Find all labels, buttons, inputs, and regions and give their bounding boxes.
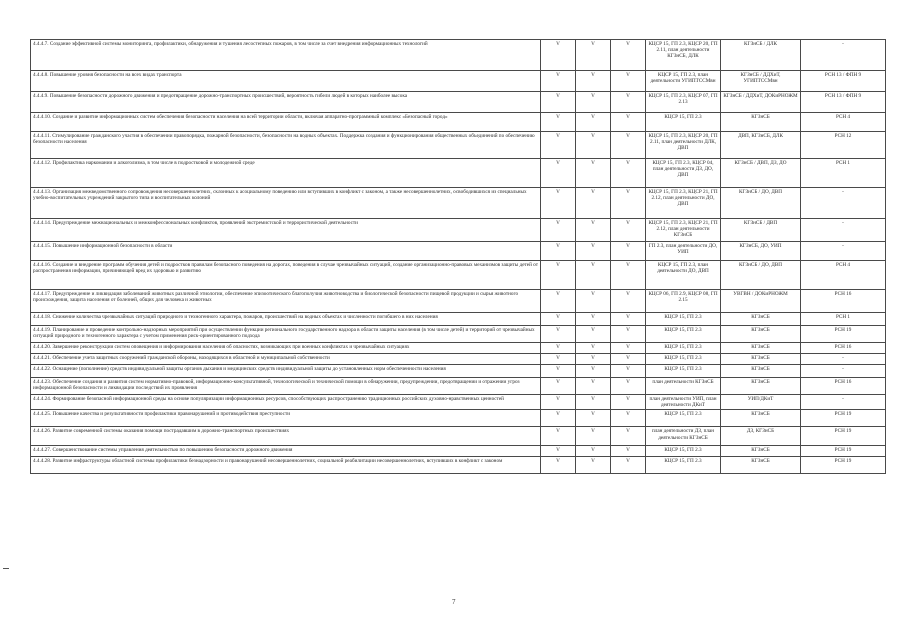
stage-1-mark: V bbox=[541, 365, 576, 378]
table-row bbox=[31, 354, 886, 365]
stage-2-mark: V bbox=[576, 71, 611, 92]
measure-text: 4.4.4.18. Снижение количества чрезвычайных ситуаций природного и техногенного характера, пожаров, происшествий на водных объектах и численности погибшего в них населения bbox=[31, 313, 541, 326]
stage-1-mark: V bbox=[541, 71, 576, 92]
stage-3-mark: V bbox=[611, 326, 646, 343]
measure-text: 4.4.4.19. Планирование и проведение контрольно-надзорных мероприятий при осуществлении функции регионального государственного надзора в области защиты населения (в том числе детей) и территорий от чрезвычайных ситуаций природного и техногенного характера с учетом применения риск-ориентированного подхода bbox=[31, 326, 541, 343]
indicator-link: РСН 12 bbox=[801, 132, 886, 159]
stage-1-mark: V bbox=[541, 446, 576, 457]
stage-2-mark: V bbox=[576, 92, 611, 113]
source-ref: ГП 2.3, план деятельности ДО, УИП bbox=[646, 242, 721, 261]
table-row bbox=[31, 313, 886, 326]
stage-3-mark: V bbox=[611, 410, 646, 427]
stage-3-mark: V bbox=[611, 242, 646, 261]
indicator-link: РСН 19 bbox=[801, 446, 886, 457]
stage-3-mark: V bbox=[611, 365, 646, 378]
source-ref: план деятельности ДЗ, план деятельности КГЗнСБ bbox=[646, 427, 721, 446]
source-ref: КЦСР 06, ГП 2.9, КЦСР 08, ГП 2.15 bbox=[646, 290, 721, 313]
source-ref: КЦСР 15, ГП 2.3, КЦСР 21, ГП 2.12, план деятельности ДО, ДВП bbox=[646, 188, 721, 219]
stage-3-mark: V bbox=[611, 71, 646, 92]
executor: КГЗнСБ bbox=[721, 378, 801, 395]
indicator-link: РСН 4 bbox=[801, 113, 886, 132]
source-ref: КЦСР 15, ГП 2.3 bbox=[646, 313, 721, 326]
stage-2-mark: V bbox=[576, 132, 611, 159]
source-ref: план деятельности УИП, план деятельности ДКиТ bbox=[646, 395, 721, 410]
table-row bbox=[31, 326, 886, 343]
stage-3-mark: V bbox=[611, 343, 646, 354]
source-ref: КЦСР 15, ГП 2.3, КЦСР 21, ГП 2.12, план деятельности КГЗнСБ bbox=[646, 219, 721, 242]
indicator-link: РСН 1 bbox=[801, 313, 886, 326]
table-row bbox=[31, 290, 886, 313]
stage-2-mark: V bbox=[576, 290, 611, 313]
source-ref: КЦСР 15, ГП 2.3 bbox=[646, 326, 721, 343]
stage-3-mark: V bbox=[611, 159, 646, 188]
executor: КГЗнСБ bbox=[721, 113, 801, 132]
stage-1-mark: V bbox=[541, 242, 576, 261]
measure-text: 4.4.4.15. Повышение информационной безопасности в области bbox=[31, 242, 541, 261]
stage-2-mark: V bbox=[576, 427, 611, 446]
table-row bbox=[31, 92, 886, 113]
source-ref: КЦСР 15, ГП 2.3 bbox=[646, 354, 721, 365]
stage-3-mark: V bbox=[611, 446, 646, 457]
stage-3-mark: V bbox=[611, 457, 646, 474]
executor: КГЗнСБ, ДО, УИП bbox=[721, 242, 801, 261]
measure-text: 4.4.4.25. Повышение качества и результативности профилактики правонарушений и противодействия преступности bbox=[31, 410, 541, 427]
stage-2-mark: V bbox=[576, 378, 611, 395]
stage-2-mark: V bbox=[576, 354, 611, 365]
source-ref: КЦСР 15, ГП 2.3 bbox=[646, 446, 721, 457]
stage-3-mark: V bbox=[611, 40, 646, 71]
table-row bbox=[31, 395, 886, 410]
indicator-link: - bbox=[801, 242, 886, 261]
page-number: 7 bbox=[452, 598, 456, 606]
stage-3-mark: V bbox=[611, 219, 646, 242]
stage-2-mark: V bbox=[576, 113, 611, 132]
stage-1-mark: V bbox=[541, 457, 576, 474]
measure-text: 4.4.4.16. Создание и внедрение программ обучения детей и подростков правилам безопасного поведения на дорогах, поведения в случае чрезвычайных ситуаций, создание организационно-правовых механизмов защиты детей от распространения информации, причиняющей вред их здоровью и развитию bbox=[31, 261, 541, 290]
measure-text: 4.4.4.20. Завершение реконструкции систем оповещения и информирования населения об опасностях, возникающих при военных конфликтах и чрезвычайных ситуациях bbox=[31, 343, 541, 354]
stage-2-mark: V bbox=[576, 410, 611, 427]
table-row bbox=[31, 261, 886, 290]
source-ref: КЦСР 15, ГП 2.3 bbox=[646, 410, 721, 427]
source-ref: КЦСР 15, ГП 2.3 bbox=[646, 113, 721, 132]
stage-1-mark: V bbox=[541, 313, 576, 326]
stage-2-mark: V bbox=[576, 343, 611, 354]
measure-text: 4.4.4.8. Повышение уровня безопасности на всех видах транспорта bbox=[31, 71, 541, 92]
indicator-link: РСН 1 bbox=[801, 159, 886, 188]
table-row bbox=[31, 427, 886, 446]
executor: КГЗнСБ bbox=[721, 365, 801, 378]
stage-3-mark: V bbox=[611, 290, 646, 313]
executor: ДВП, КГЗнСБ, ДЛК bbox=[721, 132, 801, 159]
stage-1-mark: V bbox=[541, 188, 576, 219]
stage-3-mark: V bbox=[611, 261, 646, 290]
stage-2-mark: V bbox=[576, 326, 611, 343]
measure-text: 4.4.4.24. Формирование безопасной информационной среды на основе популяризации информационных ресурсов, способствующих распространению традиционных российских духовно-нравственных ценностей bbox=[31, 395, 541, 410]
stage-3-mark: V bbox=[611, 427, 646, 446]
executor: ДЗ, КГЗнСБ bbox=[721, 427, 801, 446]
table-row bbox=[31, 365, 886, 378]
stage-2-mark: V bbox=[576, 365, 611, 378]
source-ref: КЦСР 15, ГП 2.3 bbox=[646, 343, 721, 354]
measure-text: 4.4.4.17. Предупреждение и ликвидация заболеваний животных различной этиологии, обеспечение эпизоотического благополучия животноводства и биологической безопасности пищевой продукции и сырья животного происхождения, защита населения от болезней, общих для человека и животных bbox=[31, 290, 541, 313]
indicator-link: РСН 13 / ФПН 9 bbox=[801, 92, 886, 113]
stage-1-mark: V bbox=[541, 219, 576, 242]
stage-2-mark: V bbox=[576, 159, 611, 188]
measure-text: 4.4.4.21. Обеспечение учета защитных сооружений гражданской обороны, находящихся в областной и муниципальной собственности bbox=[31, 354, 541, 365]
stage-1-mark: V bbox=[541, 113, 576, 132]
measure-text: 4.4.4.11. Стимулирование гражданского участия в обеспечении правопорядка, пожарной безопасности, безопасности на водных объектах. Поддержка создания и функционирования общественных объединений по обеспечению безопасности населения bbox=[31, 132, 541, 159]
executor: КГЗнСБ bbox=[721, 457, 801, 474]
stage-2-mark: V bbox=[576, 313, 611, 326]
executor: КГЗнСБ bbox=[721, 446, 801, 457]
indicator-link: - bbox=[801, 354, 886, 365]
indicator-link: РСН 19 bbox=[801, 326, 886, 343]
table-row bbox=[31, 219, 886, 242]
stage-2-mark: V bbox=[576, 219, 611, 242]
executor: УИП/ДКиТ bbox=[721, 395, 801, 410]
source-ref: КЦСР 15, ГП 2.3, КЦСР 20, ГП 2.11, план деятельности ДЛК, ДВП bbox=[646, 132, 721, 159]
table-row bbox=[31, 446, 886, 457]
table-row bbox=[31, 343, 886, 354]
stage-1-mark: V bbox=[541, 290, 576, 313]
executor: КГЗнСБ / ДДХиТ, ДОКиРНОЖМ bbox=[721, 92, 801, 113]
measure-text: 4.4.4.22. Оснащение (пополнение) средств индивидуальной защиты органов дыхания и медицинских средств индивидуальной защиты до установленных норм обеспеченности населения bbox=[31, 365, 541, 378]
measure-text: 4.4.4.14. Предупреждение межнациональных и межконфессиональных конфликтов, проявлений экстремистской и террористической деятельности bbox=[31, 219, 541, 242]
table-row bbox=[31, 410, 886, 427]
stage-2-mark: V bbox=[576, 242, 611, 261]
stage-2-mark: V bbox=[576, 395, 611, 410]
indicator-link: - bbox=[801, 219, 886, 242]
stage-1-mark: V bbox=[541, 132, 576, 159]
stage-2-mark: V bbox=[576, 40, 611, 71]
measure-text: 4.4.4.7. Создание эффективной системы мониторинга, профилактики, обнаружения и тушения лесостепных пожаров, в том числе за счет внедрения информационных технологий bbox=[31, 40, 541, 71]
table-row bbox=[31, 113, 886, 132]
stage-3-mark: V bbox=[611, 378, 646, 395]
stage-3-mark: V bbox=[611, 92, 646, 113]
measure-text: 4.4.4.27. Совершенствование системы управления деятельностью по повышению безопасности дорожного движения bbox=[31, 446, 541, 457]
measures-table bbox=[30, 39, 886, 474]
source-ref: КЦСР 15, ГП 2.3 bbox=[646, 365, 721, 378]
stage-2-mark: V bbox=[576, 457, 611, 474]
stage-3-mark: V bbox=[611, 313, 646, 326]
stage-1-mark: V bbox=[541, 395, 576, 410]
table-row bbox=[31, 457, 886, 474]
measure-text: 4.4.4.23. Обеспечение создания и развития систем нормативно-правовой, информационно-консультативной, технологической и технической помощи в обнаружении, предупреждении, предотвращении и отражении угроз информационной безопасности и ликвидации последствий их проявления bbox=[31, 378, 541, 395]
table-row bbox=[31, 188, 886, 219]
source-ref: КЦСР 15, ГП 2.3, КЦСР 04, план деятельности ДЗ, ДО, ДВП bbox=[646, 159, 721, 188]
executor: КГЗнСБ bbox=[721, 410, 801, 427]
stage-1-mark: V bbox=[541, 410, 576, 427]
indicator-link: - bbox=[801, 188, 886, 219]
stage-3-mark: V bbox=[611, 113, 646, 132]
stage-2-mark: V bbox=[576, 188, 611, 219]
measure-text: 4.4.4.28. Развитие инфраструктуры областной системы профилактики безнадзорности и правонарушений несовершеннолетних, социальной реабилитации несовершеннолетних, вступивших в конфликт с законом bbox=[31, 457, 541, 474]
executor: УВГВН / ДОКиРНОЖМ bbox=[721, 290, 801, 313]
stage-1-mark: V bbox=[541, 40, 576, 71]
indicator-link: РСН 13 / ФПН 9 bbox=[801, 71, 886, 92]
executor: КГЗнСБ / ДО, ДВП bbox=[721, 261, 801, 290]
table-row bbox=[31, 242, 886, 261]
stage-1-mark: V bbox=[541, 159, 576, 188]
stage-1-mark: V bbox=[541, 354, 576, 365]
stage-1-mark: V bbox=[541, 326, 576, 343]
indicator-link: - bbox=[801, 40, 886, 71]
stage-1-mark: V bbox=[541, 378, 576, 395]
stage-1-mark: V bbox=[541, 92, 576, 113]
measure-text: 4.4.4.9. Повышение безопасности дорожного движения и предотвращение дорожно-транспортных происшествий, вероятность гибели людей в которых наиболее высока bbox=[31, 92, 541, 113]
executor: КГЗнСБ / ДВП bbox=[721, 219, 801, 242]
stage-1-mark: V bbox=[541, 261, 576, 290]
stage-3-mark: V bbox=[611, 132, 646, 159]
table-row bbox=[31, 71, 886, 92]
stage-2-mark: V bbox=[576, 446, 611, 457]
table-row bbox=[31, 159, 886, 188]
table-row bbox=[31, 378, 886, 395]
source-ref: план деятельности КГЗнСБ bbox=[646, 378, 721, 395]
measure-text: 4.4.4.13. Организация межведомственного сопровождения несовершеннолетних, склонных к асоциальному поведению или вступивших в конфликт с законом, а также несовершеннолетних, освободившихся из специальных учебно-воспитательных учреждений закрытого типа и воспитательных колоний bbox=[31, 188, 541, 219]
executor: КГЗнСБ bbox=[721, 354, 801, 365]
indicator-link: - bbox=[801, 365, 886, 378]
stage-2-mark: V bbox=[576, 261, 611, 290]
executor: КГЗнСБ bbox=[721, 313, 801, 326]
indicator-link: РСН 19 bbox=[801, 427, 886, 446]
source-ref: КЦСР 15, ГП 2.3, КЦСР 20, ГП 2.11, план деятельности КГЗнСБ, ДЛК bbox=[646, 40, 721, 71]
indicator-link: - bbox=[801, 395, 886, 410]
indicator-link: РСН 16 bbox=[801, 378, 886, 395]
executor: КГЗнСБ / ДДХиТ, УГИПТССМвн bbox=[721, 71, 801, 92]
stage-1-mark: V bbox=[541, 343, 576, 354]
executor: КГЗнСБ bbox=[721, 343, 801, 354]
measure-text: 4.4.4.10. Создание и развитие информационных систем обеспечения безопасности населения на всей территории области, включая аппаратно-программный комплекс «Безопасный город» bbox=[31, 113, 541, 132]
indicator-link: РСН 19 bbox=[801, 457, 886, 474]
table-row bbox=[31, 40, 886, 71]
stage-3-mark: V bbox=[611, 188, 646, 219]
executor: КГЗнСБ / ДВП, ДЗ, ДО bbox=[721, 159, 801, 188]
executor: КГЗнСБ / ДО, ДВП bbox=[721, 188, 801, 219]
executor: КГЗнСБ bbox=[721, 326, 801, 343]
source-ref: КЦСР 15, ГП 2.3 bbox=[646, 457, 721, 474]
measure-text: 4.4.4.26. Развитие современной системы оказания помощи пострадавшим в дорожно-транспортных происшествиях bbox=[31, 427, 541, 446]
stage-3-mark: V bbox=[611, 354, 646, 365]
indicator-link: РСН 16 bbox=[801, 343, 886, 354]
source-ref: КЦСР 15, ГП 2.3, план деятельности ДО, ДВП bbox=[646, 261, 721, 290]
source-ref: КЦСР 15, ГП 2.3, план деятельности УГИПТССМвн bbox=[646, 71, 721, 92]
table-row bbox=[31, 132, 886, 159]
measure-text: 4.4.4.12. Профилактика наркомании и алкоголизма, в том числе в подростковой и молодежной среде bbox=[31, 159, 541, 188]
source-ref: КЦСР 15, ГП 2.3, КЦСР 07, ГП 2.13 bbox=[646, 92, 721, 113]
executor: КГЗнСБ / ДЛК bbox=[721, 40, 801, 71]
indicator-link: РСН 19 bbox=[801, 410, 886, 427]
stage-1-mark: V bbox=[541, 427, 576, 446]
indicator-link: РСН 4 bbox=[801, 261, 886, 290]
indicator-link: РСН 16 bbox=[801, 290, 886, 313]
page-edge-mark bbox=[3, 568, 9, 569]
stage-3-mark: V bbox=[611, 395, 646, 410]
